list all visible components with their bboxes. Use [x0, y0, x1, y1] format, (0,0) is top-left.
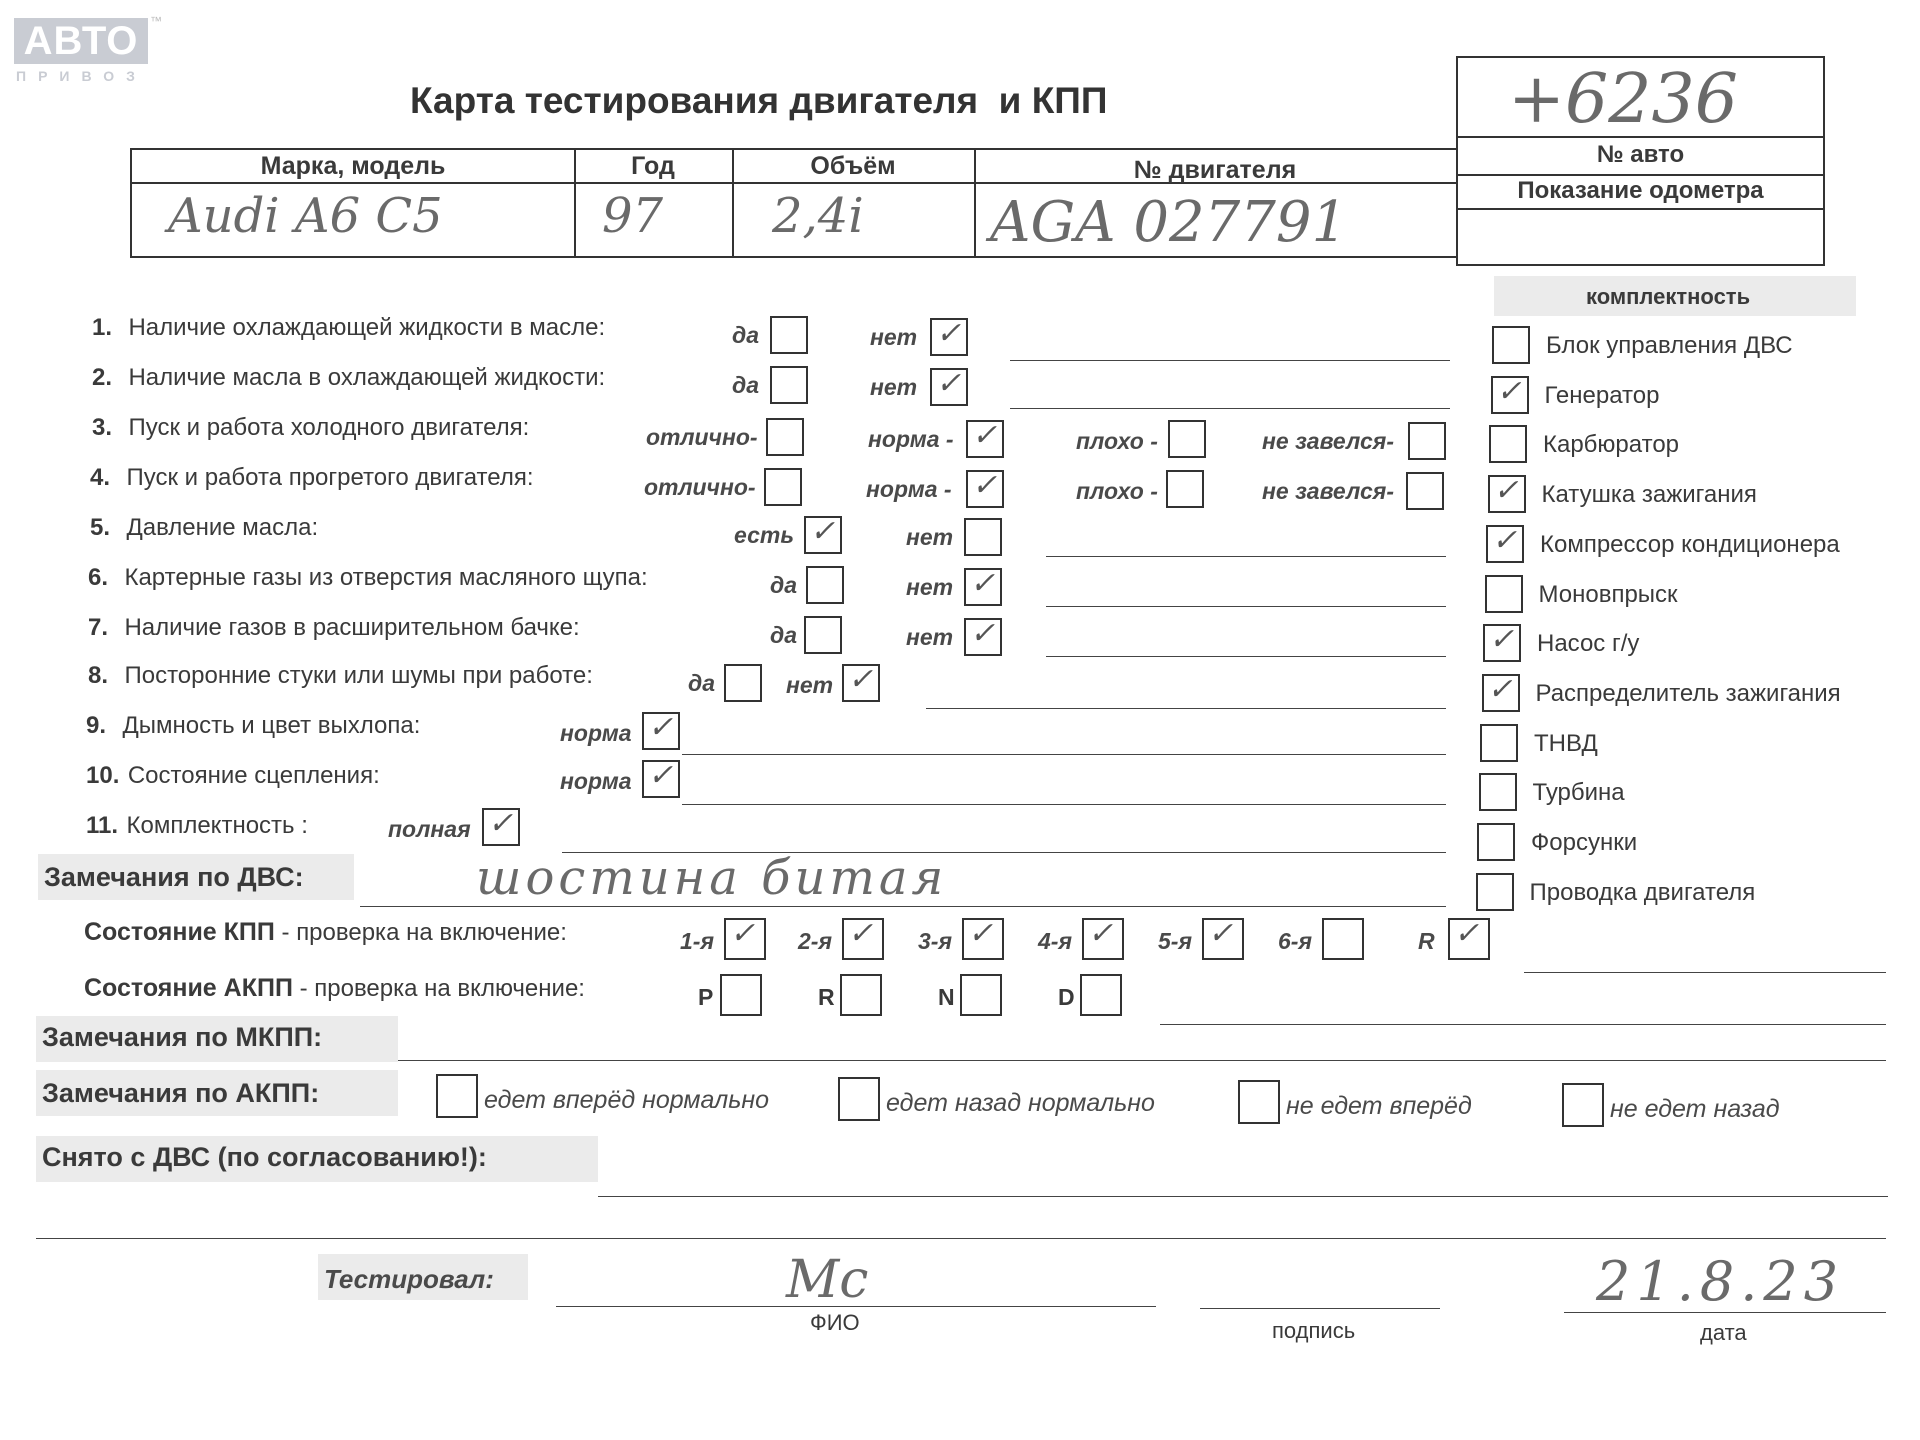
option-label: есть	[734, 522, 794, 548]
note-line	[1010, 408, 1450, 409]
check-mark: ✓	[648, 710, 674, 745]
gear-checkbox[interactable]	[1322, 918, 1364, 960]
fio-line	[556, 1306, 1156, 1307]
checkbox-excellent[interactable]	[764, 468, 802, 506]
checkbox-bad[interactable]	[1166, 470, 1204, 508]
logo-sub: ПРИВОЗ	[16, 68, 147, 84]
kpp-row	[84, 918, 567, 947]
row-label: Комплектность :	[126, 812, 308, 839]
check-row-2	[92, 364, 605, 392]
note-line	[1046, 606, 1446, 607]
vehicle-table	[130, 148, 1458, 258]
check-mark: ✓	[1487, 671, 1513, 707]
page-title: Карта тестирования двигателя и КПП	[410, 80, 1108, 121]
option-label: не завелся-	[1262, 428, 1394, 454]
completeness-item-label: Распределитель зажигания	[1535, 679, 1841, 707]
option-label: норма	[560, 768, 632, 794]
option-label: да	[770, 622, 798, 648]
removed-label: Снято с ДВС (по согласованию!):	[42, 1142, 487, 1172]
check-mark: ✓	[1493, 473, 1519, 509]
checkbox-normal[interactable]	[966, 470, 1004, 508]
completeness-checkbox[interactable]	[1489, 425, 1527, 463]
option-label: нет	[906, 624, 954, 650]
completeness-item-label: Компрессор кондиционера	[1540, 530, 1840, 558]
completeness-checkbox[interactable]	[1486, 522, 1524, 563]
check-row-7	[88, 614, 580, 642]
option-label: норма -	[866, 476, 952, 502]
date-label: дата	[1700, 1320, 1747, 1345]
gear-label: 3-я	[918, 928, 952, 954]
akpp-label: Состояние АКПП	[84, 974, 293, 1002]
akpp-remark-label: едет вперёд нормально	[484, 1086, 770, 1114]
completeness-header	[1494, 276, 1856, 316]
tested-name-value: Мс	[786, 1250, 869, 1310]
volume-value: 2,4i	[772, 188, 864, 244]
gear-label: 2-я	[798, 928, 832, 954]
kpp-line	[1524, 972, 1886, 973]
completeness-title: комплектность	[1586, 284, 1751, 309]
checkbox-no[interactable]	[964, 568, 1002, 606]
option-label: не завелся-	[1262, 478, 1394, 504]
gear-checkbox[interactable]	[1082, 918, 1124, 960]
checkbox-normal[interactable]	[642, 712, 680, 750]
akpp-remark-checkbox[interactable]	[838, 1077, 880, 1121]
row-label: Состояние сцепления:	[127, 762, 380, 789]
checkbox-yes[interactable]	[770, 316, 808, 354]
checkbox-no[interactable]	[930, 368, 968, 406]
row-number: 3.	[92, 414, 113, 441]
odometer-label: Показание одометра	[1517, 177, 1764, 204]
kpp-label: Состояние КПП	[84, 918, 275, 946]
checkbox-no[interactable]	[930, 318, 968, 356]
gear-label: 1-я	[680, 928, 714, 954]
option-label: норма -	[868, 426, 954, 452]
akpp-mode-checkbox[interactable]	[1080, 974, 1122, 1016]
car-number-box	[1456, 56, 1825, 266]
akpp-remark-label: не едет назад	[1610, 1095, 1780, 1123]
checkbox-normal[interactable]	[642, 760, 680, 798]
check-mark: ✓	[972, 468, 998, 503]
completeness-checkbox[interactable]	[1477, 823, 1515, 861]
completeness-checkbox[interactable]	[1483, 624, 1521, 662]
row-label: Наличие охлаждающей жидкости в масле:	[128, 314, 606, 341]
signature-line	[1200, 1308, 1440, 1309]
check-row-8	[88, 662, 593, 690]
note-line	[1010, 360, 1450, 361]
checkbox-full[interactable]	[482, 808, 520, 846]
engine-no-value: AGA 027791	[990, 190, 1348, 255]
completeness-checkbox[interactable]	[1476, 873, 1514, 911]
completeness-checkbox[interactable]	[1479, 773, 1517, 811]
gear-checkbox[interactable]	[962, 918, 1004, 960]
option-label: нет	[870, 374, 918, 400]
option-label: полная	[388, 816, 471, 842]
row-label: Наличие газов в расширительном бачке:	[124, 614, 580, 641]
checkbox-yes[interactable]	[804, 616, 842, 654]
option-label: плохо -	[1076, 428, 1158, 454]
gear-checkbox[interactable]	[1202, 918, 1244, 960]
akpp-remark-label: едет назад нормально	[886, 1089, 1155, 1117]
tested-label: Тестировал:	[324, 1264, 494, 1294]
car-number-row	[1458, 136, 1823, 176]
check-row-1	[92, 314, 605, 342]
completeness-item-label: ТНВД	[1534, 729, 1598, 757]
date-line	[1564, 1312, 1886, 1313]
remarks-mkpp-label: Замечания по МКПП:	[42, 1022, 323, 1052]
col-engine-header: № двигателя	[1133, 156, 1297, 184]
check-row-11	[86, 812, 308, 840]
akpp-mode-label: P	[698, 984, 714, 1010]
completeness-checkbox[interactable]	[1488, 475, 1526, 513]
odometer-value	[1458, 210, 1823, 264]
gear-label: 6-я	[1278, 928, 1312, 954]
check-mark: ✓	[1454, 916, 1480, 951]
note-line	[682, 804, 1446, 805]
logo-tm: ™	[150, 14, 162, 28]
akpp-mode-label: N	[938, 984, 955, 1010]
date-value: 21.8.23	[1596, 1250, 1845, 1313]
akpp-mode-label: D	[1058, 984, 1075, 1010]
option-label: нет	[870, 324, 918, 350]
col-volume-header: Объём	[810, 152, 896, 180]
note-line	[682, 754, 1446, 755]
completeness-item-label: Проводка двигателя	[1529, 878, 1756, 906]
row-number: 11.	[86, 812, 119, 839]
row-number: 4.	[90, 464, 111, 491]
odometer-row	[1458, 174, 1823, 210]
check-row-6	[88, 564, 648, 592]
option-label: нет	[786, 672, 834, 698]
option-label: да	[732, 322, 760, 348]
completeness-item-label: Форсунки	[1531, 829, 1638, 856]
check-mark: ✓	[648, 758, 674, 793]
checkbox-no-start[interactable]	[1406, 472, 1444, 510]
checkbox-yes[interactable]	[806, 566, 844, 604]
checkbox-no[interactable]	[842, 664, 880, 702]
completeness-checkbox[interactable]	[1492, 326, 1530, 364]
signature-label: подпись	[1272, 1318, 1356, 1343]
logo	[14, 14, 164, 90]
remarks-mkpp-line	[398, 1060, 1886, 1061]
completeness-item-label: Карбюратор	[1543, 431, 1680, 459]
note-line	[926, 708, 1446, 709]
year-value: 97	[602, 188, 664, 244]
checkbox-absent[interactable]	[964, 518, 1002, 556]
check-row-10	[86, 762, 380, 790]
akpp-row	[84, 974, 585, 1003]
row-number: 7.	[88, 614, 109, 641]
kpp-label-rest: - проверка на включение:	[274, 919, 567, 946]
completeness-item-label: Генератор	[1544, 381, 1660, 409]
check-mark: ✓	[810, 514, 836, 549]
remarks-akpp-label: Замечания по АКПП:	[42, 1078, 320, 1108]
col-make-header: Марка, модель	[260, 152, 446, 180]
gear-label: 4-я	[1038, 928, 1072, 954]
note-line	[1046, 556, 1446, 557]
make-value: Audi A6 C5	[168, 188, 443, 244]
checkbox-yes[interactable]	[724, 664, 762, 702]
row-label: Дымность и цвет выхлопа:	[122, 712, 421, 739]
gear-label: R	[1418, 928, 1435, 954]
option-label: отлично-	[644, 474, 756, 500]
car-number-label: № авто	[1596, 141, 1685, 168]
akpp-mode-checkbox[interactable]	[840, 974, 882, 1016]
akpp-remark-label: не едет вперёд	[1286, 1092, 1472, 1120]
check-mark: ✓	[1496, 373, 1522, 409]
akpp-label-rest: - проверка на включение:	[292, 975, 585, 1002]
completeness-checkbox[interactable]	[1485, 575, 1523, 613]
completeness-checkbox[interactable]	[1491, 373, 1529, 414]
akpp-remark-checkbox[interactable]	[436, 1074, 478, 1118]
checkbox-yes[interactable]	[770, 366, 808, 404]
check-mark: ✓	[970, 616, 996, 651]
check-mark: ✓	[1208, 916, 1234, 951]
check-row-4	[90, 464, 534, 492]
row-label: Давление масла:	[126, 514, 319, 541]
checkbox-bad[interactable]	[1168, 420, 1206, 458]
check-mark: ✓	[848, 916, 874, 951]
option-label: норма	[560, 720, 632, 746]
akpp-remark-checkbox[interactable]	[1238, 1080, 1280, 1124]
remarks-dvs-line	[360, 906, 1446, 907]
row-label: Посторонние стуки или шумы при работе:	[124, 662, 593, 689]
completeness-item-label: Катушка зажигания	[1541, 481, 1757, 509]
checkbox-excellent[interactable]	[766, 418, 804, 456]
check-row-5	[90, 514, 318, 542]
gear-label: 5-я	[1158, 928, 1192, 954]
row-label: Пуск и работа холодного двигателя:	[128, 414, 530, 441]
option-label: да	[732, 372, 760, 398]
completeness-item-label: Блок управления ДВС	[1546, 332, 1793, 359]
row-number: 6.	[88, 564, 109, 591]
removed-line	[598, 1196, 1888, 1197]
remarks-dvs-value: шостина битая	[476, 850, 948, 906]
row-label: Картерные газы из отверстия масляного щупа:	[124, 564, 648, 591]
check-mark: ✓	[972, 418, 998, 453]
row-number: 1.	[92, 314, 113, 341]
row-number: 9.	[86, 712, 107, 739]
fio-label: ФИО	[810, 1310, 860, 1335]
checkbox-no[interactable]	[964, 618, 1002, 656]
check-mark: ✓	[968, 916, 994, 951]
row-label: Наличие масла в охлаждающей жидкости:	[128, 364, 606, 391]
completeness-checkbox[interactable]	[1482, 671, 1520, 712]
akpp-mode-checkbox[interactable]	[720, 974, 762, 1016]
row-number: 5.	[90, 514, 111, 541]
col-year-header: Год	[631, 152, 675, 180]
option-label: нет	[906, 524, 954, 550]
check-mark: ✓	[1489, 622, 1515, 658]
option-label: да	[688, 670, 716, 696]
check-mark: ✓	[970, 566, 996, 601]
check-mark: ✓	[936, 316, 962, 351]
akpp-remark-checkbox[interactable]	[1562, 1083, 1604, 1127]
akpp-mode-label: R	[818, 984, 835, 1010]
note-line	[1046, 656, 1446, 657]
check-mark: ✓	[1492, 522, 1518, 558]
row-number: 8.	[88, 662, 109, 689]
gear-checkbox[interactable]	[724, 918, 766, 960]
completeness-item-label: Моновпрыск	[1538, 580, 1678, 608]
row-number: 10.	[86, 762, 120, 789]
completeness-checkbox[interactable]	[1480, 724, 1518, 762]
option-label: нет	[906, 574, 954, 600]
check-mark: ✓	[488, 806, 514, 841]
akpp-line	[1160, 1024, 1886, 1025]
gear-checkbox[interactable]	[842, 918, 884, 960]
completeness-item-label: Турбина	[1532, 779, 1625, 807]
check-row-3	[92, 414, 529, 442]
completeness-item-label: Насос г/у	[1537, 630, 1640, 658]
checkbox-normal[interactable]	[966, 420, 1004, 458]
checkbox-no-start[interactable]	[1408, 422, 1446, 460]
row-number: 2.	[92, 364, 113, 391]
akpp-mode-checkbox[interactable]	[960, 974, 1002, 1016]
option-label: да	[770, 572, 798, 598]
checkbox-present[interactable]	[804, 516, 842, 554]
option-label: отлично-	[646, 424, 758, 450]
option-label: плохо -	[1076, 478, 1158, 504]
check-mark: ✓	[848, 662, 874, 697]
logo-main: АВТО	[14, 18, 148, 64]
check-mark: ✓	[730, 916, 756, 951]
check-mark: ✓	[1088, 916, 1114, 951]
remarks-dvs-label: Замечания по ДВС:	[44, 862, 304, 892]
row-label: Пуск и работа прогретого двигателя:	[126, 464, 534, 491]
check-row-9	[86, 712, 420, 740]
gear-checkbox[interactable]	[1448, 918, 1490, 960]
check-mark: ✓	[936, 366, 962, 401]
separator-line	[36, 1238, 1886, 1239]
car-number-value: +6236	[1508, 60, 1739, 139]
